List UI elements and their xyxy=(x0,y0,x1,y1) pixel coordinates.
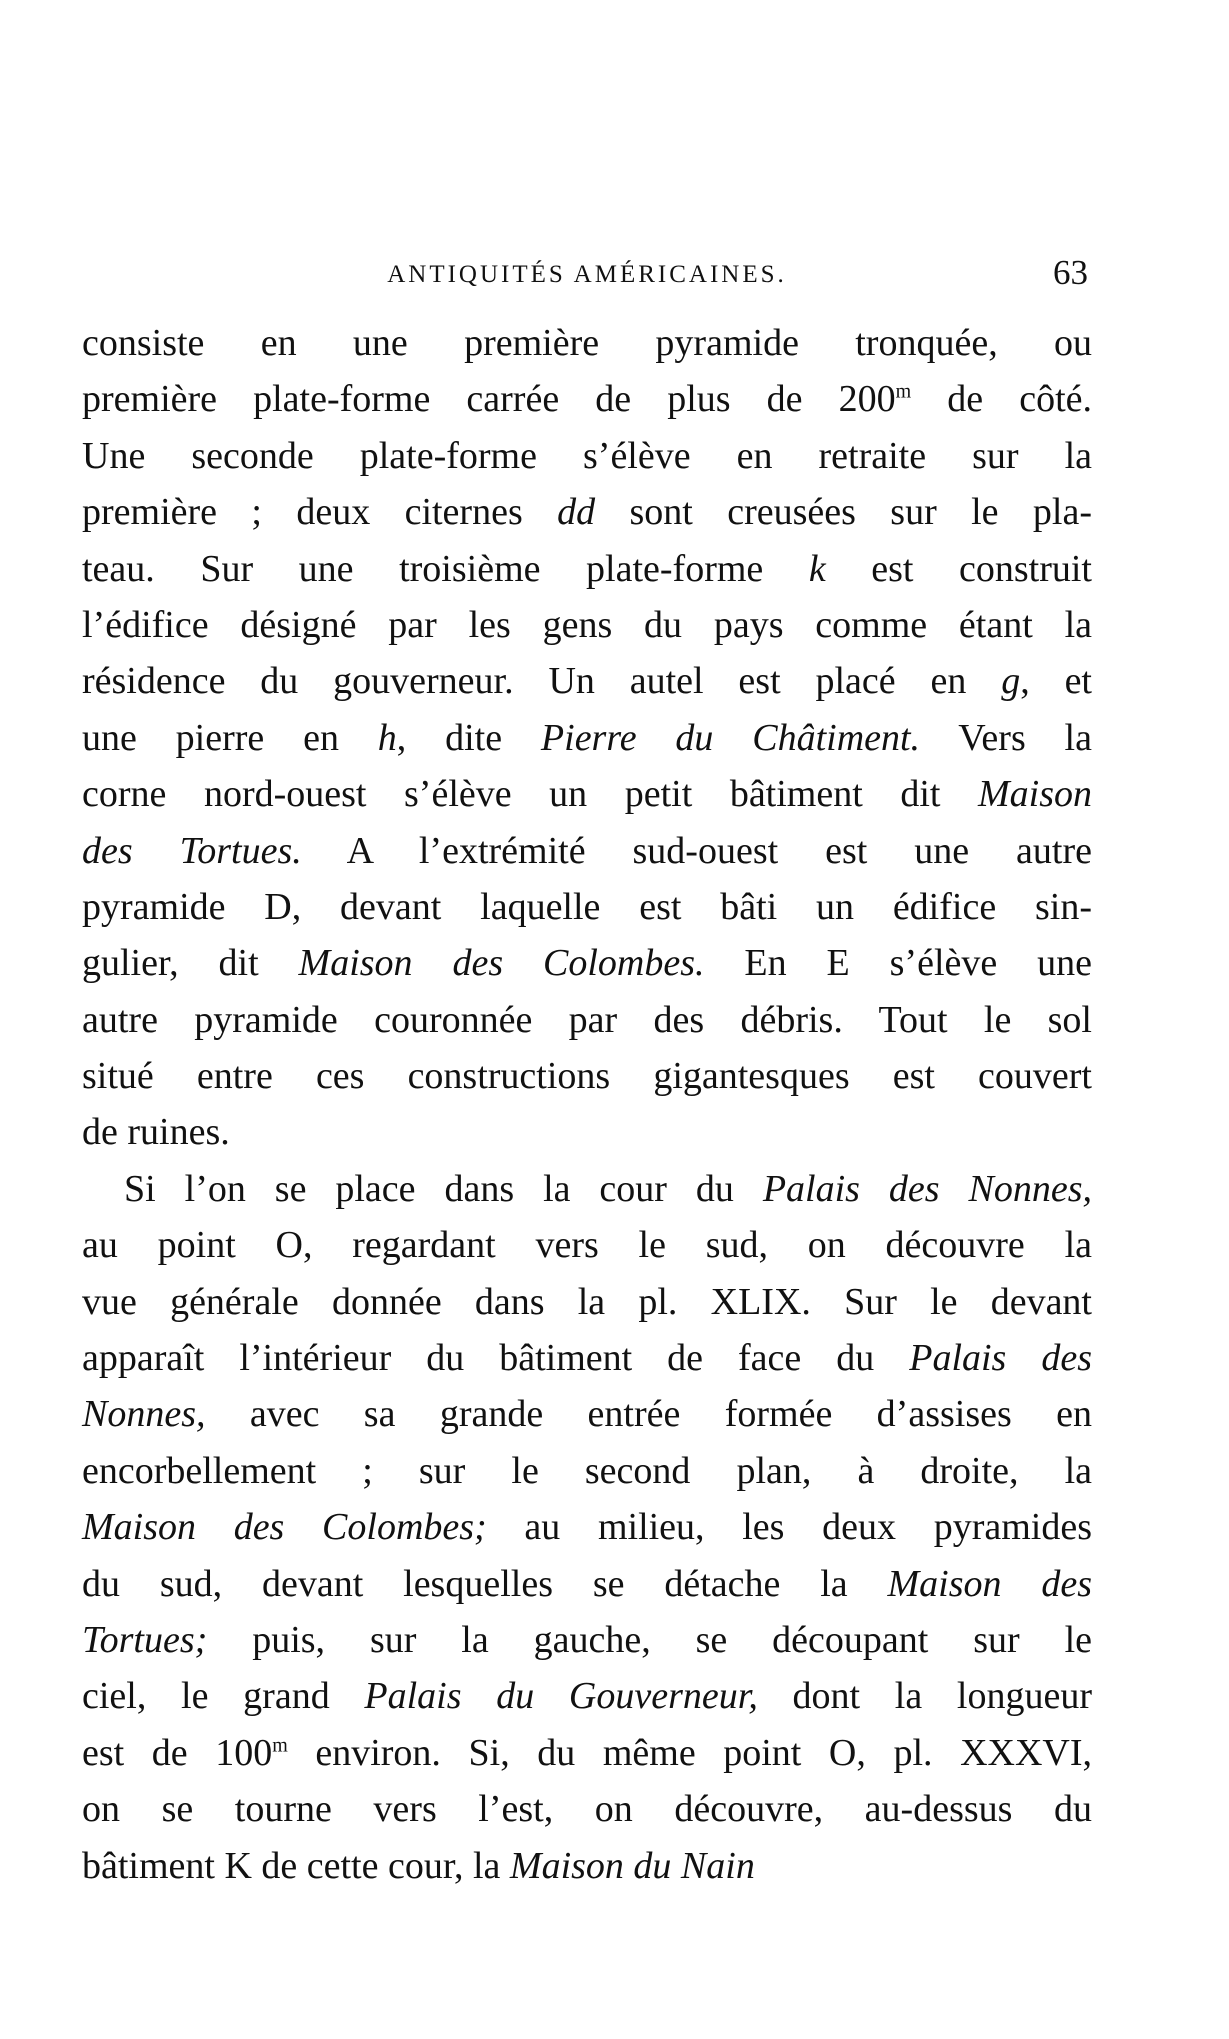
text-line xyxy=(82,1499,1092,1555)
text-line xyxy=(82,1274,1092,1330)
paragraph xyxy=(82,1161,1092,1894)
text-line xyxy=(82,653,1092,709)
text-line xyxy=(82,879,1092,935)
text-run: Une seconde plate-forme s’élève en retraite sur la xyxy=(82,434,1092,477)
text-run: , dite xyxy=(396,716,541,759)
text-run: résidence du gouverneur. Un autel est placé en xyxy=(82,660,1002,703)
text-line xyxy=(82,992,1092,1048)
italic-text: Nonnes, xyxy=(82,1393,206,1436)
text-run: au milieu, les deux pyramides xyxy=(486,1506,1092,1549)
text-line xyxy=(82,1330,1092,1386)
text-run: Vers la xyxy=(920,716,1092,759)
italic-text: Palais des xyxy=(909,1337,1092,1380)
text-run: , et xyxy=(1020,660,1092,703)
text-run: première ; deux citernes xyxy=(82,491,558,534)
text-run: A l’extrémité sud-ouest est une autre xyxy=(301,829,1092,872)
text-run: corne nord-ouest s’élève un petit bâtiment dit xyxy=(82,773,978,816)
italic-text: Maison des xyxy=(887,1562,1093,1605)
superscript-unit: m xyxy=(272,1734,288,1757)
italic-text: g xyxy=(1001,660,1021,703)
italic-text: Tortues; xyxy=(82,1618,208,1661)
text-line xyxy=(82,428,1092,484)
text-run: consiste en une première pyramide tronquée, ou xyxy=(82,322,1092,364)
text-run: ciel, le grand xyxy=(82,1675,365,1718)
text-run: En E s’élève une xyxy=(704,942,1093,985)
text-run: bâtiment K de cette cour, la xyxy=(82,1844,510,1887)
text-line xyxy=(82,597,1092,653)
text-line xyxy=(82,1048,1092,1104)
text-run: apparaît l’intérieur du bâtiment de face du xyxy=(82,1337,910,1380)
text-run: pyramide D, devant laquelle est bâti un édifice sin- xyxy=(82,885,1092,928)
text-line xyxy=(82,541,1092,597)
running-title: ANTIQUITÉS AMÉRICAINES. xyxy=(387,261,787,288)
italic-text: dd xyxy=(557,491,596,534)
text-line xyxy=(82,371,1092,427)
text-run: l’édifice désigné par les gens du pays comme étant la xyxy=(82,603,1092,646)
text-line xyxy=(82,766,1092,822)
text-run: une pierre en xyxy=(82,716,378,759)
text-line xyxy=(82,1443,1092,1499)
body-text xyxy=(82,315,1092,1894)
paragraph xyxy=(82,315,1092,1161)
text-run: est de 100 xyxy=(82,1731,273,1774)
text-run: vue générale donnée dans la pl. XLIX. Sur le devant xyxy=(82,1280,1092,1323)
text-line xyxy=(82,1838,1092,1894)
text-run: sont creusées sur le pla- xyxy=(595,491,1092,534)
text-run: première plate-forme carrée de plus de 200 xyxy=(82,378,896,421)
text-run: gulier, dit xyxy=(82,942,299,985)
superscript-unit: m xyxy=(895,380,912,403)
text-run: au point O, regardant vers le sud, on découvre la xyxy=(82,1224,1092,1267)
text-run: Si l’on se place dans la cour du xyxy=(124,1167,763,1210)
text-run: teau. Sur une troisième plate-forme xyxy=(82,547,809,590)
italic-text: Maison xyxy=(978,773,1092,816)
italic-text: Palais des Nonnes, xyxy=(762,1167,1092,1210)
text-run: situé entre ces constructions gigantesques est couvert xyxy=(82,1055,1092,1098)
text-line xyxy=(82,1781,1092,1837)
italic-text: Maison des Colombes. xyxy=(298,942,705,985)
text-run: est construit xyxy=(825,547,1092,590)
text-line xyxy=(82,1556,1092,1612)
text-run: autre pyramide couronnée par des débris. Tout le sol xyxy=(82,998,1092,1041)
page-number: 63 xyxy=(1053,253,1088,292)
text-run: de ruines. xyxy=(82,1111,230,1154)
italic-text: h xyxy=(377,716,397,759)
italic-text: Maison du Nain xyxy=(509,1844,755,1887)
text-line xyxy=(82,1217,1092,1273)
italic-text: k xyxy=(808,547,826,590)
text-line xyxy=(82,1161,1092,1217)
text-run: encorbellement ; sur le second plan, à droite, la xyxy=(82,1449,1092,1492)
text-line xyxy=(82,935,1092,991)
running-head xyxy=(82,255,1092,295)
text-run: dont la longueur xyxy=(757,1675,1093,1718)
text-line xyxy=(82,1725,1092,1781)
text-line xyxy=(82,484,1092,540)
text-run: avec sa grande entrée formée d’assises en xyxy=(205,1393,1092,1436)
italic-text: Palais du Gouverneur, xyxy=(364,1675,758,1718)
text-run: environ. Si, du même point O, pl. XXXVI, xyxy=(287,1731,1092,1774)
text-line xyxy=(82,823,1092,879)
italic-text: Pierre du Châtiment. xyxy=(540,716,921,759)
text-line xyxy=(82,1668,1092,1724)
text-line xyxy=(82,710,1092,766)
text-run: on se tourne vers l’est, on découvre, au-dessus du xyxy=(82,1788,1092,1831)
text-line xyxy=(82,1612,1092,1668)
text-line xyxy=(82,315,1092,371)
italic-text: des Tortues. xyxy=(82,829,302,872)
text-line xyxy=(82,1104,1092,1160)
text-run: du sud, devant lesquelles se détache la xyxy=(82,1562,888,1605)
text-run: de côté. xyxy=(911,378,1093,421)
text-run: puis, sur la gauche, se découpant sur le xyxy=(207,1618,1092,1661)
italic-text: Maison des Colombes; xyxy=(82,1506,487,1549)
text-line xyxy=(82,1386,1092,1442)
